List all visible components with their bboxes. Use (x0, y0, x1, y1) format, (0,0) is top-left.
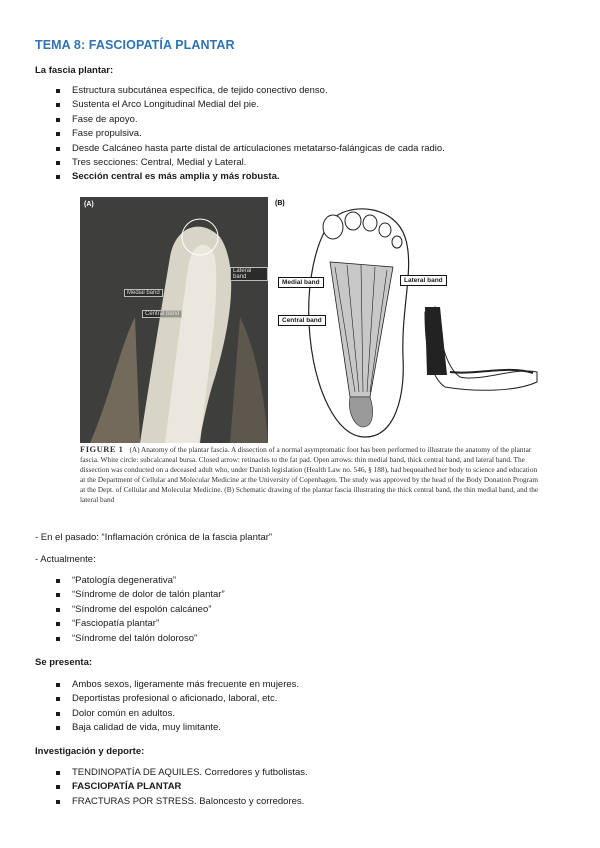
page-title: TEMA 8: FASCIOPATÍA PLANTAR (35, 38, 235, 52)
investigacion-heading: Investigación y deporte: (35, 746, 145, 757)
fascia-heading: La fascia plantar: (35, 65, 114, 76)
list-item: FRACTURAS POR STRESS. Baloncesto y corredores. (35, 795, 308, 809)
pasado-line: - En el pasado: “Inflamación crónica de la fascia plantar” (35, 532, 273, 543)
actualmente-list (35, 574, 225, 646)
list-item: Baja calidad de vida, muy limitante. (35, 721, 299, 735)
presenta-heading: Se presenta: (35, 657, 93, 668)
list-item: “Fasciopatía plantar” (35, 617, 225, 631)
caption-text: (A) Anatomy of the plantar fascia. A dissection of a normal asymptomatic foot has been performed to illustrate the anatomy of the plantar fascia. White circle: subcalcaneal bursa. Closed arrow: retinacles to the fat pad. Open arrows: thin medial band, thick central band, and lateral band. The dissection was conducted on a deceased adult who, under Danish legislation (Health Law no. 546, § 188), had bequeathed her body to science and education at the Department of Cellular and Molecular Medicine at the University of Copenhagen. The study was approved by the head of the Body Donation Program at the Dept. of Cellular and Molecular Medicine. (B) Schematic drawing of the plantar fascia illustrating the thick central band, the thin medial band, and the lateral band (80, 445, 539, 504)
fascia-list (35, 84, 445, 185)
investigacion-list (35, 766, 308, 809)
list-item: “Síndrome de dolor de talón plantar” (35, 588, 225, 602)
actualmente-heading: - Actualmente: (35, 554, 96, 565)
list-item: Ambos sexos, ligeramente más frecuente en mujeres. (35, 678, 299, 692)
list-item: Tres secciones: Central, Medial y Lateral. (35, 156, 445, 170)
list-item: “Síndrome del talón doloroso” (35, 632, 225, 646)
list-item: Fase de apoyo. (35, 113, 445, 127)
lateral-band-label: Lateral band (400, 275, 447, 286)
panel-a-label: (A) (84, 201, 94, 208)
dissection-photo (80, 197, 268, 443)
presenta-list (35, 678, 299, 736)
list-item: Sustenta el Arco Longitudinal Medial del pie. (35, 98, 445, 112)
list-item: Sección central es más amplia y más robusta. (35, 170, 445, 184)
schematic-drawing (275, 197, 540, 443)
list-item: Estructura subcutánea específica, de tejido conectivo denso. (35, 84, 445, 98)
list-item: “Síndrome del espolón calcáneo” (35, 603, 225, 617)
anatomy-figure (80, 197, 540, 517)
list-item: Desde Calcáneo hasta parte distal de articulaciones metatarso-falángicas de cada radio. (35, 142, 445, 156)
photo-lateral-label: Lateral band (230, 267, 268, 281)
central-band-label: Central band (278, 315, 326, 326)
list-item: Fase propulsiva. (35, 127, 445, 141)
list-item: “Patología degenerativa” (35, 574, 225, 588)
list-item: Deportistas profesional o aficionado, laboral, etc. (35, 692, 299, 706)
figure-caption (80, 444, 540, 505)
medial-band-label: Medial band (278, 277, 324, 288)
panel-b-label: (B) (275, 200, 285, 207)
photo-medial-label: Medial band (124, 289, 163, 297)
list-item: FASCIOPATÍA PLANTAR (35, 780, 308, 794)
list-item: Dolor común en adultos. (35, 707, 299, 721)
caption-label: FIGURE 1 (80, 444, 124, 454)
dissection-image (80, 197, 268, 443)
list-item: TENDINOPATÍA DE AQUILES. Corredores y futbolistas. (35, 766, 308, 780)
photo-central-label: Central band (142, 310, 182, 318)
